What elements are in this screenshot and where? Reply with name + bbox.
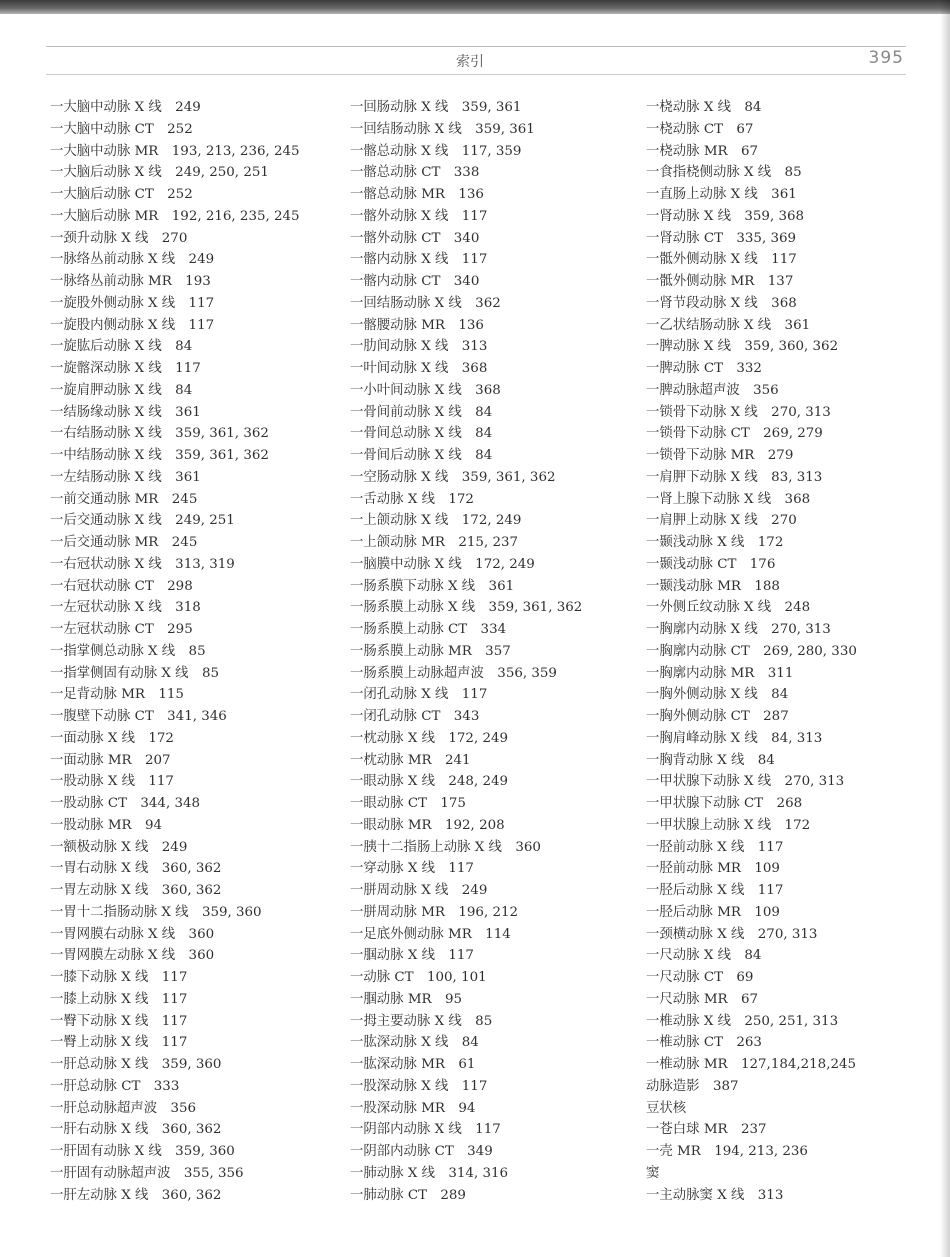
index-entry: 一髂内动脉 CT 340 bbox=[350, 274, 480, 289]
index-entry: 一尺动脉 MR 67 bbox=[646, 991, 759, 1007]
index-entry: 一胃左动脉 X 线 360, 362 bbox=[50, 883, 222, 898]
index-entry: 一额极动脉 X 线 249 bbox=[50, 839, 188, 855]
index-entry: 一甲状腺下动脉 X 线 270, 313 bbox=[646, 774, 845, 790]
header-rule bbox=[46, 46, 906, 47]
index-entry: 一舌动脉 X 线 172 bbox=[350, 491, 474, 507]
index-entry: 一食指桡侧动脉 X 线 85 bbox=[646, 165, 802, 181]
index-entry: 一枕动脉 MR 241 bbox=[350, 752, 471, 768]
index-entry: 一桡动脉 X 线 84 bbox=[646, 100, 762, 115]
index-entry: 一股动脉 MR 94 bbox=[50, 817, 163, 833]
index-entry: 一臀上动脉 X 线 117 bbox=[50, 1035, 188, 1051]
index-entry: 一眼动脉 CT 175 bbox=[350, 796, 466, 811]
index-entry: 一股深动脉 MR 94 bbox=[350, 1100, 476, 1116]
index-entry: 一肝总动脉超声波 356 bbox=[50, 1100, 197, 1116]
index-entry: 一动脉 CT 100, 101 bbox=[350, 970, 487, 985]
index-entry: 一肝右动脉 X 线 360, 362 bbox=[50, 1122, 222, 1138]
index-entry: 一空肠动脉 X 线 359, 361, 362 bbox=[350, 469, 556, 485]
index-entry: 一腘动脉 MR 95 bbox=[350, 991, 463, 1007]
index-entry: 一髂外动脉 CT 340 bbox=[350, 230, 480, 246]
index-entry: 一胸廓内动脉 X 线 270, 313 bbox=[646, 622, 831, 637]
index-entry: 一大脑后动脉 MR 192, 216, 235, 245 bbox=[50, 208, 300, 224]
index-entry: 一壳 MR 194, 213, 236 bbox=[646, 1144, 808, 1159]
index-entry: 窦 bbox=[646, 1165, 660, 1181]
index-entry: 一胸廓内动脉 MR 311 bbox=[646, 665, 794, 681]
index-entry: 一脉络丛前动脉 MR 193 bbox=[50, 274, 211, 289]
index-entry: 一椎动脉 X 线 250, 251, 313 bbox=[646, 1013, 839, 1029]
index-entry: 一锁骨下动脉 X 线 270, 313 bbox=[646, 404, 831, 420]
index-entry: 一肾节段动脉 X 线 368 bbox=[646, 295, 797, 311]
index-entry: 一胃十二指肠动脉 X 线 359, 360 bbox=[50, 904, 262, 920]
index-entry: 一肺动脉 CT 289 bbox=[350, 1187, 466, 1203]
index-entry: 一旋髂深动脉 X 线 117 bbox=[50, 361, 201, 376]
index-entry: 一右冠状动脉 CT 298 bbox=[50, 578, 193, 594]
index-entry: 一肠系膜上动脉超声波 356, 359 bbox=[350, 665, 557, 681]
index-entry: 一胃右动脉 X 线 360, 362 bbox=[50, 861, 222, 877]
index-entry: 一肺动脉 X 线 314, 316 bbox=[350, 1165, 509, 1181]
index-entry: 一椎动脉 CT 263 bbox=[646, 1035, 762, 1051]
index-entry: 一苍白球 MR 237 bbox=[646, 1122, 767, 1138]
index-entry: 一旋肱后动脉 X 线 84 bbox=[50, 339, 193, 355]
index-entry: 一胸背动脉 X 线 84 bbox=[646, 752, 775, 768]
index-entry: 一大脑中动脉 CT 252 bbox=[50, 121, 193, 137]
index-entry: 一旋股外侧动脉 X 线 117 bbox=[50, 295, 215, 311]
index-entry: 一颞浅动脉 CT 176 bbox=[646, 556, 776, 572]
index-entry: 一腹壁下动脉 CT 341, 346 bbox=[50, 709, 227, 724]
index-entry: 一骨间后动脉 X 线 84 bbox=[350, 448, 493, 463]
index-entry: 一指掌侧固有动脉 X 线 85 bbox=[50, 665, 219, 681]
index-entry: 一骨间总动脉 X 线 84 bbox=[350, 426, 493, 442]
index-entry: 一胃网膜左动脉 X 线 360 bbox=[50, 948, 215, 964]
index-entry: 一颈升动脉 X 线 270 bbox=[50, 230, 188, 246]
index-entry: 一叶间动脉 X 线 368 bbox=[350, 361, 488, 376]
index-entry: 一面动脉 MR 207 bbox=[50, 752, 171, 768]
index-entry: 一肾上腺下动脉 X 线 368 bbox=[646, 491, 811, 507]
index-entry: 一胸肩峰动脉 X 线 84, 313 bbox=[646, 730, 823, 746]
index-entry: 一膝下动脉 X 线 117 bbox=[50, 970, 188, 985]
index-entry: 一锁骨下动脉 MR 279 bbox=[646, 448, 794, 463]
index-entry: 动脉造影 387 bbox=[646, 1078, 739, 1094]
index-entry: 一左结肠动脉 X 线 361 bbox=[50, 469, 201, 485]
index-entry: 一胫后动脉 X 线 117 bbox=[646, 883, 784, 898]
index-entry: 一胃网膜右动脉 X 线 360 bbox=[50, 926, 215, 942]
index-entry: 一肱深动脉 MR 61 bbox=[350, 1057, 476, 1072]
index-entry: 一左冠状动脉 CT 295 bbox=[50, 622, 193, 637]
index-entry: 一后交通动脉 MR 245 bbox=[50, 535, 198, 550]
index-entry: 一胫前动脉 MR 109 bbox=[646, 861, 780, 877]
index-entry: 一胸廓内动脉 CT 269, 280, 330 bbox=[646, 643, 857, 659]
index-entry: 一大脑中动脉 MR 193, 213, 236, 245 bbox=[50, 143, 300, 159]
header-underline bbox=[46, 74, 906, 75]
index-entry: 一肠系膜下动脉 X 线 361 bbox=[350, 578, 515, 594]
index-entry: 一肝总动脉 X 线 359, 360 bbox=[50, 1057, 222, 1072]
index-entry: 一左冠状动脉 X 线 318 bbox=[50, 600, 201, 616]
index-entry: 一胸外侧动脉 CT 287 bbox=[646, 709, 789, 724]
index-entry: 一髂腰动脉 MR 136 bbox=[350, 317, 484, 333]
running-title: 索引 bbox=[456, 54, 484, 70]
index-entry: 一胼周动脉 X 线 249 bbox=[350, 883, 488, 898]
index-entry: 一脾动脉 X 线 359, 360, 362 bbox=[646, 339, 839, 355]
index-entry: 一肝固有动脉超声波 355, 356 bbox=[50, 1165, 244, 1181]
index-entry: 一旋肩胛动脉 X 线 84 bbox=[50, 382, 193, 398]
index-entry: 一肱深动脉 X 线 84 bbox=[350, 1035, 479, 1051]
index-entry: 一肩胛上动脉 X 线 270 bbox=[646, 513, 797, 529]
index-entry: 一肾动脉 X 线 359, 368 bbox=[646, 208, 805, 224]
index-entry: 一外侧丘纹动脉 X 线 248 bbox=[646, 600, 811, 616]
index-entry: 一胰十二指肠上动脉 X 线 360 bbox=[350, 839, 541, 855]
index-entry: 一中结肠动脉 X 线 359, 361, 362 bbox=[50, 448, 269, 463]
index-entry: 一眼动脉 MR 192, 208 bbox=[350, 817, 505, 833]
index-entry: 一肝固有动脉 X 线 359, 360 bbox=[50, 1144, 235, 1159]
index-entry: 一膝上动脉 X 线 117 bbox=[50, 991, 188, 1007]
index-entry: 一桡动脉 MR 67 bbox=[646, 143, 759, 159]
index-entry: 一肩胛下动脉 X 线 83, 313 bbox=[646, 469, 823, 485]
index-entry: 一主动脉窦 X 线 313 bbox=[646, 1187, 784, 1203]
index-entry: 一肠系膜上动脉 MR 357 bbox=[350, 643, 511, 659]
index-entry: 一股深动脉 X 线 117 bbox=[350, 1078, 488, 1094]
index-entry: 一尺动脉 CT 69 bbox=[646, 970, 754, 985]
index-entry: 一上颌动脉 MR 215, 237 bbox=[350, 535, 519, 550]
index-entry: 一足背动脉 MR 115 bbox=[50, 687, 184, 703]
index-entry: 一股动脉 CT 344, 348 bbox=[50, 796, 201, 811]
index-entry: 一拇主要动脉 X 线 85 bbox=[350, 1013, 493, 1029]
index-entry: 一腘动脉 X 线 117 bbox=[350, 948, 474, 964]
index-entry: 一髂总动脉 MR 136 bbox=[350, 187, 484, 202]
index-entry: 一髂外动脉 X 线 117 bbox=[350, 208, 488, 224]
index-entry: 一桡动脉 CT 67 bbox=[646, 121, 754, 137]
index-entry: 一颈横动脉 X 线 270, 313 bbox=[646, 926, 818, 942]
index-entry: 一股动脉 X 线 117 bbox=[50, 774, 174, 790]
index-entry: 一髂内动脉 X 线 117 bbox=[350, 252, 488, 268]
index-entry: 一结肠缘动脉 X 线 361 bbox=[50, 404, 201, 420]
scan-top-edge bbox=[0, 0, 950, 14]
index-entry: 豆状核 bbox=[646, 1100, 687, 1116]
index-entry: 一大脑后动脉 CT 252 bbox=[50, 187, 193, 202]
index-entry: 一骶外侧动脉 X 线 117 bbox=[646, 252, 797, 268]
index-entry: 一脾动脉超声波 356 bbox=[646, 382, 779, 398]
index-entry: 一甲状腺下动脉 CT 268 bbox=[646, 796, 803, 811]
index-entry: 一胫后动脉 MR 109 bbox=[646, 904, 780, 920]
index-entry: 一脑膜中动脉 X 线 172, 249 bbox=[350, 556, 535, 572]
index-entry: 一大脑后动脉 X 线 249, 250, 251 bbox=[50, 165, 269, 181]
index-entry: 一肋间动脉 X 线 313 bbox=[350, 339, 488, 355]
index-entry: 一胫前动脉 X 线 117 bbox=[646, 839, 784, 855]
index-entry: 一肾动脉 CT 335, 369 bbox=[646, 230, 797, 246]
index-entry: 一旋股内侧动脉 X 线 117 bbox=[50, 317, 215, 333]
index-entry: 一甲状腺上动脉 X 线 172 bbox=[646, 817, 811, 833]
index-entry: 一右冠状动脉 X 线 313, 319 bbox=[50, 556, 235, 572]
index-entry: 一前交通动脉 MR 245 bbox=[50, 491, 198, 507]
index-entry: 一眼动脉 X 线 248, 249 bbox=[350, 774, 509, 790]
page-number: 395 bbox=[868, 48, 904, 68]
index-entry: 一锁骨下动脉 CT 269, 279 bbox=[646, 426, 823, 442]
index-entry: 一回结肠动脉 X 线 362 bbox=[350, 295, 501, 311]
index-entry: 一臀下动脉 X 线 117 bbox=[50, 1013, 188, 1029]
index-entry: 一乙状结肠动脉 X 线 361 bbox=[646, 317, 811, 333]
index-entry: 一右结肠动脉 X 线 359, 361, 362 bbox=[50, 426, 269, 442]
index-entry: 一骨间前动脉 X 线 84 bbox=[350, 404, 493, 420]
index-entry: 一闭孔动脉 CT 343 bbox=[350, 709, 480, 724]
index-entry: 一指掌侧总动脉 X 线 85 bbox=[50, 643, 206, 659]
index-entry: 一胸外侧动脉 X 线 84 bbox=[646, 687, 789, 703]
index-column-1 bbox=[50, 97, 300, 1206]
index-entry: 一足底外侧动脉 MR 114 bbox=[350, 926, 511, 942]
index-entry: 一尺动脉 X 线 84 bbox=[646, 948, 762, 964]
index-entry: 一回肠动脉 X 线 359, 361 bbox=[350, 100, 522, 115]
index-entry: 一面动脉 X 线 172 bbox=[50, 730, 174, 746]
index-entry: 一大脑中动脉 X 线 249 bbox=[50, 100, 201, 115]
index-column-2 bbox=[350, 97, 582, 1206]
index-entry: 一颞浅动脉 X 线 172 bbox=[646, 535, 784, 550]
index-entry: 一髂总动脉 X 线 117, 359 bbox=[350, 143, 522, 159]
index-entry: 一髂总动脉 CT 338 bbox=[350, 165, 480, 181]
index-entry: 一肝左动脉 X 线 360, 362 bbox=[50, 1187, 222, 1203]
index-entry: 一穿动脉 X 线 117 bbox=[350, 861, 474, 877]
index-entry: 一上颌动脉 X 线 172, 249 bbox=[350, 513, 522, 529]
index-entry: 一枕动脉 X 线 172, 249 bbox=[350, 730, 509, 746]
index-entry: 一回结肠动脉 X 线 359, 361 bbox=[350, 121, 535, 137]
index-column-3 bbox=[646, 97, 857, 1206]
index-entry: 一脾动脉 CT 332 bbox=[646, 361, 762, 376]
index-entry: 一小叶间动脉 X 线 368 bbox=[350, 382, 501, 398]
index-entry: 一阴部内动脉 CT 349 bbox=[350, 1144, 493, 1159]
index-entry: 一阴部内动脉 X 线 117 bbox=[350, 1122, 501, 1138]
index-entry: 一肠系膜上动脉 X 线 359, 361, 362 bbox=[350, 600, 583, 616]
index-entry: 一脉络丛前动脉 X 线 249 bbox=[50, 252, 215, 268]
index-entry: 一骶外侧动脉 MR 137 bbox=[646, 274, 794, 289]
index-entry: 一肝总动脉 CT 333 bbox=[50, 1078, 180, 1094]
index-entry: 一胼周动脉 MR 196, 212 bbox=[350, 904, 519, 920]
index-entry: 一后交通动脉 X 线 249, 251 bbox=[50, 513, 235, 529]
index-entry: 一颞浅动脉 MR 188 bbox=[646, 578, 780, 594]
index-entry: 一椎动脉 MR 127,184,218,245 bbox=[646, 1057, 857, 1072]
page-gutter-shadow bbox=[940, 0, 950, 1257]
index-entry: 一直肠上动脉 X 线 361 bbox=[646, 187, 797, 202]
index-entry: 一闭孔动脉 X 线 117 bbox=[350, 687, 488, 703]
index-entry: 一肠系膜上动脉 CT 334 bbox=[350, 622, 507, 637]
